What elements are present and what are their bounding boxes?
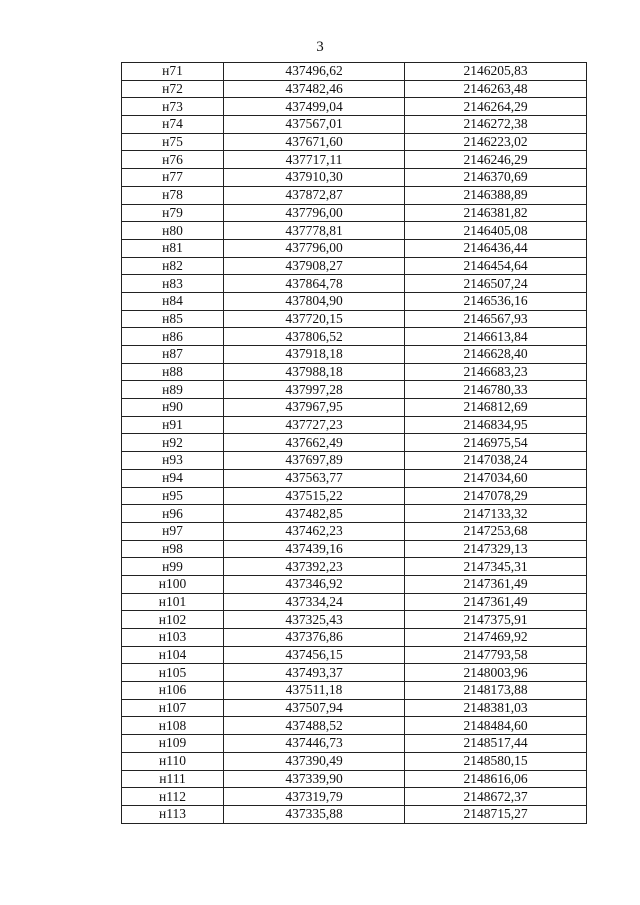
y-coordinate-cell: 2146405,08 bbox=[405, 222, 587, 240]
y-coordinate-cell: 2146223,02 bbox=[405, 133, 587, 151]
x-coordinate-cell: 437390,49 bbox=[224, 752, 405, 770]
y-coordinate-cell: 2148580,15 bbox=[405, 752, 587, 770]
table-row bbox=[122, 452, 587, 470]
x-coordinate-cell: 437446,73 bbox=[224, 735, 405, 753]
table-row bbox=[122, 593, 587, 611]
table-row bbox=[122, 522, 587, 540]
y-coordinate-cell: 2146975,54 bbox=[405, 434, 587, 452]
x-coordinate-cell: 437456,15 bbox=[224, 646, 405, 664]
point-id-cell: н88 bbox=[122, 363, 224, 381]
y-coordinate-cell: 2146507,24 bbox=[405, 275, 587, 293]
y-coordinate-cell: 2146388,89 bbox=[405, 186, 587, 204]
table-row bbox=[122, 699, 587, 717]
table-row bbox=[122, 416, 587, 434]
point-id-cell: н84 bbox=[122, 292, 224, 310]
y-coordinate-cell: 2146454,64 bbox=[405, 257, 587, 275]
point-id-cell: н96 bbox=[122, 505, 224, 523]
x-coordinate-cell: 437511,18 bbox=[224, 682, 405, 700]
x-coordinate-cell: 437988,18 bbox=[224, 363, 405, 381]
x-coordinate-cell: 437376,86 bbox=[224, 629, 405, 647]
y-coordinate-cell: 2147361,49 bbox=[405, 593, 587, 611]
y-coordinate-cell: 2147078,29 bbox=[405, 487, 587, 505]
table-row bbox=[122, 63, 587, 81]
point-id-cell: н76 bbox=[122, 151, 224, 169]
x-coordinate-cell: 437335,88 bbox=[224, 805, 405, 823]
page-number: 3 bbox=[316, 39, 324, 55]
y-coordinate-cell: 2147793,58 bbox=[405, 646, 587, 664]
point-id-cell: н92 bbox=[122, 434, 224, 452]
table-row bbox=[122, 664, 587, 682]
table-row bbox=[122, 646, 587, 664]
table-row bbox=[122, 469, 587, 487]
y-coordinate-cell: 2146536,16 bbox=[405, 292, 587, 310]
point-id-cell: н110 bbox=[122, 752, 224, 770]
point-id-cell: н91 bbox=[122, 416, 224, 434]
table-row bbox=[122, 239, 587, 257]
point-id-cell: н82 bbox=[122, 257, 224, 275]
table-row bbox=[122, 682, 587, 700]
table-row bbox=[122, 505, 587, 523]
y-coordinate-cell: 2148484,60 bbox=[405, 717, 587, 735]
x-coordinate-cell: 437392,23 bbox=[224, 558, 405, 576]
x-coordinate-cell: 437796,00 bbox=[224, 204, 405, 222]
y-coordinate-cell: 2148672,37 bbox=[405, 788, 587, 806]
x-coordinate-cell: 437908,27 bbox=[224, 257, 405, 275]
table-row bbox=[122, 133, 587, 151]
x-coordinate-cell: 437346,92 bbox=[224, 575, 405, 593]
point-id-cell: н97 bbox=[122, 522, 224, 540]
y-coordinate-cell: 2146246,29 bbox=[405, 151, 587, 169]
point-id-cell: н111 bbox=[122, 770, 224, 788]
table-row bbox=[122, 204, 587, 222]
table-row bbox=[122, 151, 587, 169]
x-coordinate-cell: 437515,22 bbox=[224, 487, 405, 505]
table-row bbox=[122, 558, 587, 576]
x-coordinate-cell: 437671,60 bbox=[224, 133, 405, 151]
x-coordinate-cell: 437697,89 bbox=[224, 452, 405, 470]
x-coordinate-cell: 437482,46 bbox=[224, 80, 405, 98]
y-coordinate-cell: 2146381,82 bbox=[405, 204, 587, 222]
table-row bbox=[122, 788, 587, 806]
table-row bbox=[122, 363, 587, 381]
point-id-cell: н80 bbox=[122, 222, 224, 240]
point-id-cell: н71 bbox=[122, 63, 224, 81]
x-coordinate-cell: 437482,85 bbox=[224, 505, 405, 523]
point-id-cell: н104 bbox=[122, 646, 224, 664]
x-coordinate-cell: 437967,95 bbox=[224, 399, 405, 417]
x-coordinate-cell: 437910,30 bbox=[224, 169, 405, 187]
point-id-cell: н113 bbox=[122, 805, 224, 823]
y-coordinate-cell: 2146272,38 bbox=[405, 116, 587, 134]
table-row bbox=[122, 98, 587, 116]
point-id-cell: н75 bbox=[122, 133, 224, 151]
point-id-cell: н100 bbox=[122, 575, 224, 593]
x-coordinate-cell: 437462,23 bbox=[224, 522, 405, 540]
table-row bbox=[122, 186, 587, 204]
x-coordinate-cell: 437439,16 bbox=[224, 540, 405, 558]
y-coordinate-cell: 2147469,92 bbox=[405, 629, 587, 647]
x-coordinate-cell: 437496,62 bbox=[224, 63, 405, 81]
table-row bbox=[122, 805, 587, 823]
y-coordinate-cell: 2148715,27 bbox=[405, 805, 587, 823]
point-id-cell: н99 bbox=[122, 558, 224, 576]
point-id-cell: н77 bbox=[122, 169, 224, 187]
point-id-cell: н86 bbox=[122, 328, 224, 346]
y-coordinate-cell: 2146812,69 bbox=[405, 399, 587, 417]
x-coordinate-cell: 437918,18 bbox=[224, 346, 405, 364]
y-coordinate-cell: 2147375,91 bbox=[405, 611, 587, 629]
y-coordinate-cell: 2147329,13 bbox=[405, 540, 587, 558]
y-coordinate-cell: 2146205,83 bbox=[405, 63, 587, 81]
table-row bbox=[122, 381, 587, 399]
table-row bbox=[122, 752, 587, 770]
table-row bbox=[122, 346, 587, 364]
point-id-cell: н94 bbox=[122, 469, 224, 487]
y-coordinate-cell: 2146263,48 bbox=[405, 80, 587, 98]
table-row bbox=[122, 80, 587, 98]
table-row bbox=[122, 770, 587, 788]
point-id-cell: н89 bbox=[122, 381, 224, 399]
y-coordinate-cell: 2146436,44 bbox=[405, 239, 587, 257]
point-id-cell: н81 bbox=[122, 239, 224, 257]
x-coordinate-cell: 437662,49 bbox=[224, 434, 405, 452]
x-coordinate-cell: 437563,77 bbox=[224, 469, 405, 487]
table-row bbox=[122, 575, 587, 593]
y-coordinate-cell: 2146834,95 bbox=[405, 416, 587, 434]
table-row bbox=[122, 717, 587, 735]
table-row bbox=[122, 275, 587, 293]
point-id-cell: н72 bbox=[122, 80, 224, 98]
table-row bbox=[122, 116, 587, 134]
y-coordinate-cell: 2148381,03 bbox=[405, 699, 587, 717]
table-row bbox=[122, 399, 587, 417]
table-row bbox=[122, 735, 587, 753]
y-coordinate-cell: 2148517,44 bbox=[405, 735, 587, 753]
point-id-cell: н102 bbox=[122, 611, 224, 629]
y-coordinate-cell: 2147361,49 bbox=[405, 575, 587, 593]
y-coordinate-cell: 2148003,96 bbox=[405, 664, 587, 682]
x-coordinate-cell: 437507,94 bbox=[224, 699, 405, 717]
point-id-cell: н106 bbox=[122, 682, 224, 700]
table-row bbox=[122, 292, 587, 310]
table-row bbox=[122, 222, 587, 240]
y-coordinate-cell: 2146780,33 bbox=[405, 381, 587, 399]
point-id-cell: н78 bbox=[122, 186, 224, 204]
table-row bbox=[122, 629, 587, 647]
x-coordinate-cell: 437488,52 bbox=[224, 717, 405, 735]
x-coordinate-cell: 437334,24 bbox=[224, 593, 405, 611]
y-coordinate-cell: 2146567,93 bbox=[405, 310, 587, 328]
point-id-cell: н112 bbox=[122, 788, 224, 806]
x-coordinate-cell: 437493,37 bbox=[224, 664, 405, 682]
x-coordinate-cell: 437717,11 bbox=[224, 151, 405, 169]
coordinates-table-body bbox=[122, 63, 587, 824]
y-coordinate-cell: 2148173,88 bbox=[405, 682, 587, 700]
y-coordinate-cell: 2146613,84 bbox=[405, 328, 587, 346]
x-coordinate-cell: 437864,78 bbox=[224, 275, 405, 293]
y-coordinate-cell: 2148616,06 bbox=[405, 770, 587, 788]
y-coordinate-cell: 2147133,32 bbox=[405, 505, 587, 523]
x-coordinate-cell: 437567,01 bbox=[224, 116, 405, 134]
x-coordinate-cell: 437796,00 bbox=[224, 239, 405, 257]
y-coordinate-cell: 2147345,31 bbox=[405, 558, 587, 576]
table-row bbox=[122, 328, 587, 346]
coordinates-table bbox=[121, 62, 587, 824]
x-coordinate-cell: 437872,87 bbox=[224, 186, 405, 204]
point-id-cell: н105 bbox=[122, 664, 224, 682]
x-coordinate-cell: 437720,15 bbox=[224, 310, 405, 328]
x-coordinate-cell: 437778,81 bbox=[224, 222, 405, 240]
y-coordinate-cell: 2146628,40 bbox=[405, 346, 587, 364]
y-coordinate-cell: 2146683,23 bbox=[405, 363, 587, 381]
table-row bbox=[122, 611, 587, 629]
x-coordinate-cell: 437339,90 bbox=[224, 770, 405, 788]
x-coordinate-cell: 437319,79 bbox=[224, 788, 405, 806]
table-row bbox=[122, 257, 587, 275]
point-id-cell: н87 bbox=[122, 346, 224, 364]
x-coordinate-cell: 437727,23 bbox=[224, 416, 405, 434]
y-coordinate-cell: 2146370,69 bbox=[405, 169, 587, 187]
y-coordinate-cell: 2147038,24 bbox=[405, 452, 587, 470]
point-id-cell: н85 bbox=[122, 310, 224, 328]
x-coordinate-cell: 437804,90 bbox=[224, 292, 405, 310]
point-id-cell: н90 bbox=[122, 399, 224, 417]
point-id-cell: н95 bbox=[122, 487, 224, 505]
y-coordinate-cell: 2147253,68 bbox=[405, 522, 587, 540]
point-id-cell: н83 bbox=[122, 275, 224, 293]
point-id-cell: н79 bbox=[122, 204, 224, 222]
table-row bbox=[122, 169, 587, 187]
table-row bbox=[122, 487, 587, 505]
point-id-cell: н73 bbox=[122, 98, 224, 116]
y-coordinate-cell: 2146264,29 bbox=[405, 98, 587, 116]
point-id-cell: н101 bbox=[122, 593, 224, 611]
x-coordinate-cell: 437325,43 bbox=[224, 611, 405, 629]
point-id-cell: н108 bbox=[122, 717, 224, 735]
table-row bbox=[122, 310, 587, 328]
point-id-cell: н98 bbox=[122, 540, 224, 558]
point-id-cell: н107 bbox=[122, 699, 224, 717]
point-id-cell: н93 bbox=[122, 452, 224, 470]
x-coordinate-cell: 437997,28 bbox=[224, 381, 405, 399]
point-id-cell: н74 bbox=[122, 116, 224, 134]
table-row bbox=[122, 434, 587, 452]
table-row bbox=[122, 540, 587, 558]
y-coordinate-cell: 2147034,60 bbox=[405, 469, 587, 487]
x-coordinate-cell: 437499,04 bbox=[224, 98, 405, 116]
point-id-cell: н103 bbox=[122, 629, 224, 647]
point-id-cell: н109 bbox=[122, 735, 224, 753]
x-coordinate-cell: 437806,52 bbox=[224, 328, 405, 346]
